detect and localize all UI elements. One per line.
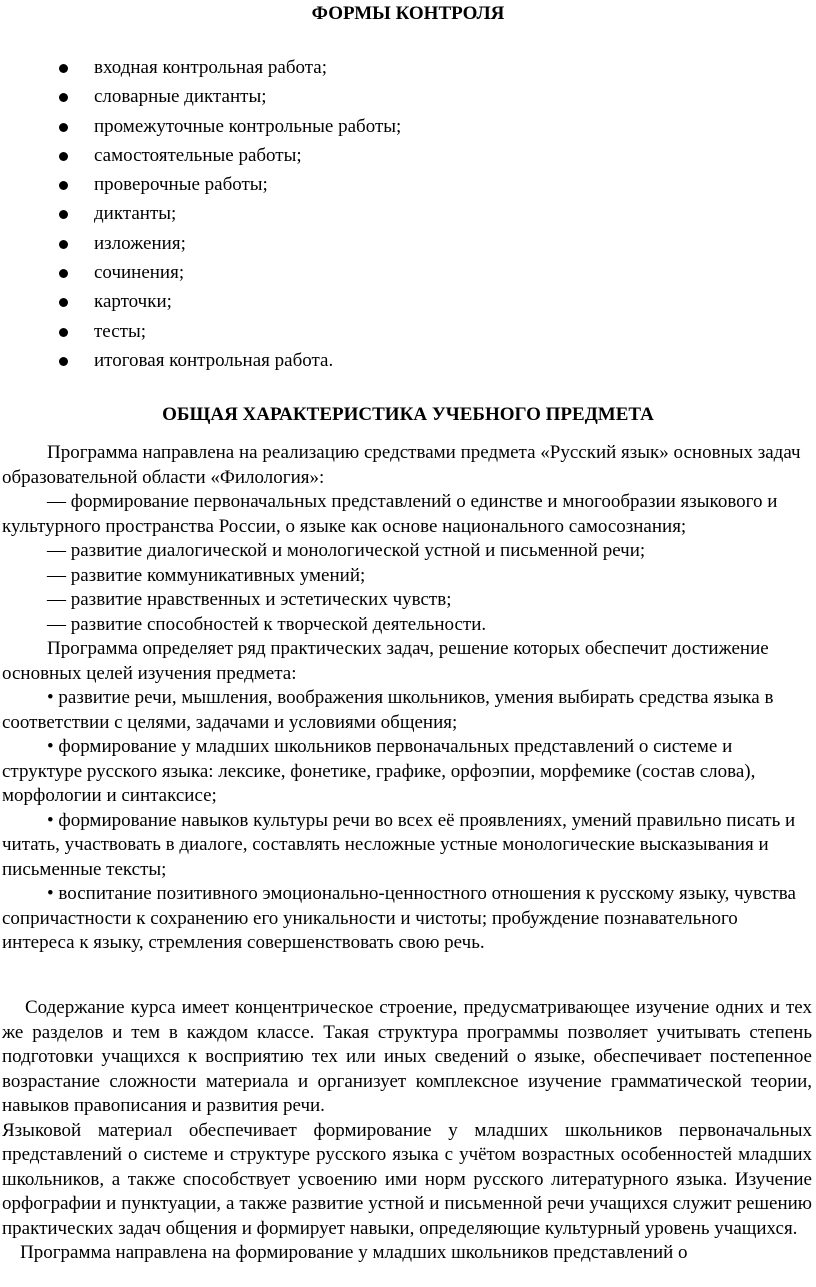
paragraph: Программа определяет ряд практических задач, решение которых обеспечит достижение основных целей изучения предмета: — [2, 638, 769, 684]
paragraph: — развитие нравственных и эстетических чувств; — [47, 589, 452, 610]
paragraph: Содержание курса имеет концентрическое строение, предусматривающее изучение одних и тех же разделов и тем в каждом классе. Такая структура программы позволяет учитывать степень подготовки учащихся к восприятию тех или иных сведений о языке, обеспечивает постепенное возрастание сложности материала и организует комплексное изучение грамматической теории, навыков правописания и развития речи. — [2, 997, 812, 1116]
list-item-text: словарные диктанты; — [94, 86, 267, 108]
list-item-text: карточки; — [94, 291, 172, 313]
paragraph: Языковой материал обеспечивает формирование у младших школьников первоначальных представлений о системе и структуре русского языка с учётом возрастных особенностей младших школьников, а также способствует усвоению ими норм русского литературного языка. Изучение орфографии и пунктуации, а также развитие устной и письменной речи учащихся служит решению практических задач общения и формирует навыки, определяющие культурный уровень учащихся. — [2, 1119, 812, 1239]
paragraph: • формирование навыков культуры речи во всех её проявлениях, умений правильно писать и читать, участвовать в диалоге, составлять несложные устные монологические высказывания и письменные тексты; — [2, 809, 796, 880]
list-item — [0, 56, 816, 85]
heading-control-forms: ФОРМЫ КОНТРОЛЯ — [311, 3, 505, 24]
bullet-icon — [59, 123, 68, 132]
list-item-text: проверочные работы; — [94, 174, 268, 196]
list-item — [0, 320, 816, 349]
paragraph: Программа направлена на реализацию средствами предмета «Русский язык» основных задач образовательной области «Филология»: — [2, 442, 801, 488]
paragraph: — развитие коммуникативных умений; — [47, 564, 366, 586]
list-item — [0, 173, 816, 202]
list-item-text: промежуточные контрольные работы; — [94, 115, 402, 137]
list-item — [0, 144, 816, 173]
bullet-icon — [59, 93, 68, 102]
heading-subject-characteristics: ОБЩАЯ ХАРАКТЕРИСТИКА УЧЕБНОГО ПРЕДМЕТА — [162, 404, 654, 425]
list-item — [0, 349, 816, 378]
list-item — [0, 290, 816, 319]
bullet-icon — [59, 64, 68, 73]
list-item — [0, 115, 816, 144]
paragraph: — развитие способностей к творческой деятельности. — [47, 613, 487, 635]
paragraph: • развитие речи, мышления, воображения школьников, умения выбирать средства языка в соответствии с целями, задачами и условиями общения; — [2, 687, 774, 733]
paragraph: — развитие диалогической и монологической устной и письменной речи; — [47, 540, 646, 561]
list-item-text: итоговая контрольная работа. — [94, 349, 334, 371]
bullet-icon — [59, 210, 68, 219]
bullet-icon — [59, 269, 68, 278]
paragraph: — формирование первоначальных представлений о единстве и многообразии языкового и культурного пространства России, о языке как основе национального самосознания; — [2, 491, 778, 537]
control-forms-list — [0, 56, 816, 378]
paragraph: • формирование у младших школьников первоначальных представлений о системе и структуре русского языка: лексике, фонетике, графике, орфоэпии, морфемике (состав слова), морфологии и синтаксисе; — [2, 736, 756, 806]
paragraph: • воспитание позитивного эмоционально-ценностного отношения к русскому языку, чувства сопричастности к сохранению его уникальности и чистоты; пробуждение познавательного интереса к языку, стремления совершенствовать свою речь. — [2, 883, 796, 953]
paragraph: Программа направлена на формирование у младших школьников представлений о — [20, 1242, 688, 1263]
list-item-text: тесты; — [94, 320, 146, 342]
list-item-text: сочинения; — [94, 262, 185, 284]
list-item-text: изложения; — [94, 232, 186, 254]
bullet-icon — [59, 240, 68, 249]
course-content-section — [2, 996, 812, 1266]
list-item-text: диктанты; — [94, 203, 177, 225]
list-item-text: входная контрольная работа; — [94, 57, 328, 78]
list-item — [0, 202, 816, 231]
list-item — [0, 85, 816, 114]
list-item — [0, 261, 816, 290]
bullet-icon — [59, 181, 68, 190]
bullet-icon — [59, 152, 68, 161]
bullet-icon — [59, 298, 68, 307]
bullet-icon — [59, 357, 68, 366]
bullet-icon — [59, 328, 68, 337]
program-goals-section — [2, 441, 812, 956]
list-item — [0, 232, 816, 261]
list-item-text: самостоятельные работы; — [94, 144, 302, 166]
